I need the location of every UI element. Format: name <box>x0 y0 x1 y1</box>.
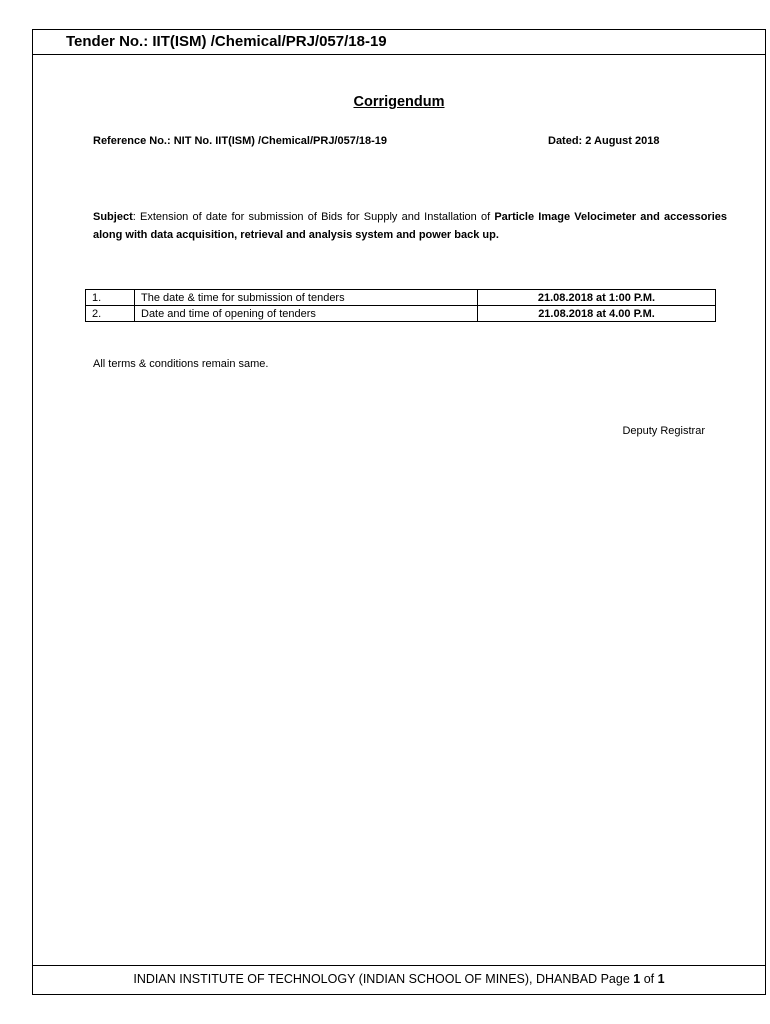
subject-label: Subject <box>93 211 133 223</box>
row-description: The date & time for submission of tenders <box>135 290 478 306</box>
footer-page-word: Page <box>600 972 630 986</box>
tender-number: Tender No.: IIT(ISM) /Chemical/PRJ/057/18-19 <box>66 33 387 50</box>
subject-paragraph <box>93 208 727 244</box>
signatory: Deputy Registrar <box>622 425 705 437</box>
footer-text <box>33 972 765 986</box>
footer-of-word: of <box>643 972 655 986</box>
reference-number: Reference No.: NIT No. IIT(ISM) /Chemical/PRJ/057/18-19 <box>93 135 388 147</box>
row-description: Date and time of opening of tenders <box>135 306 478 322</box>
footer-band <box>33 965 765 994</box>
row-number: 2. <box>86 306 135 322</box>
dated-text: Dated: 2 August 2018 <box>548 135 660 147</box>
table-row <box>86 306 716 322</box>
footer-institute: INDIAN INSTITUTE OF TECHNOLOGY (INDIAN SCHOOL OF MINES), DHANBAD <box>133 972 598 986</box>
footer-page-total: 1 <box>657 972 665 986</box>
subject-text: : Extension of date for submission of Bids for Supply and Installation of <box>132 211 495 223</box>
document-page <box>32 29 766 995</box>
footer-page-number: 1 <box>633 972 641 986</box>
document-title: Corrigendum <box>353 94 445 110</box>
row-number: 1. <box>86 290 135 306</box>
dates-table <box>85 289 716 322</box>
subject-item: Particle Image Velocimeter and accessories along with data acquisition, retrieval and analysis system and power back up. <box>93 211 727 241</box>
row-value: 21.08.2018 at 1:00 P.M. <box>478 290 716 306</box>
row-value: 21.08.2018 at 4.00 P.M. <box>478 306 716 322</box>
header-band <box>33 30 765 55</box>
terms-note: All terms & conditions remain same. <box>93 358 269 370</box>
table-row <box>86 290 716 306</box>
